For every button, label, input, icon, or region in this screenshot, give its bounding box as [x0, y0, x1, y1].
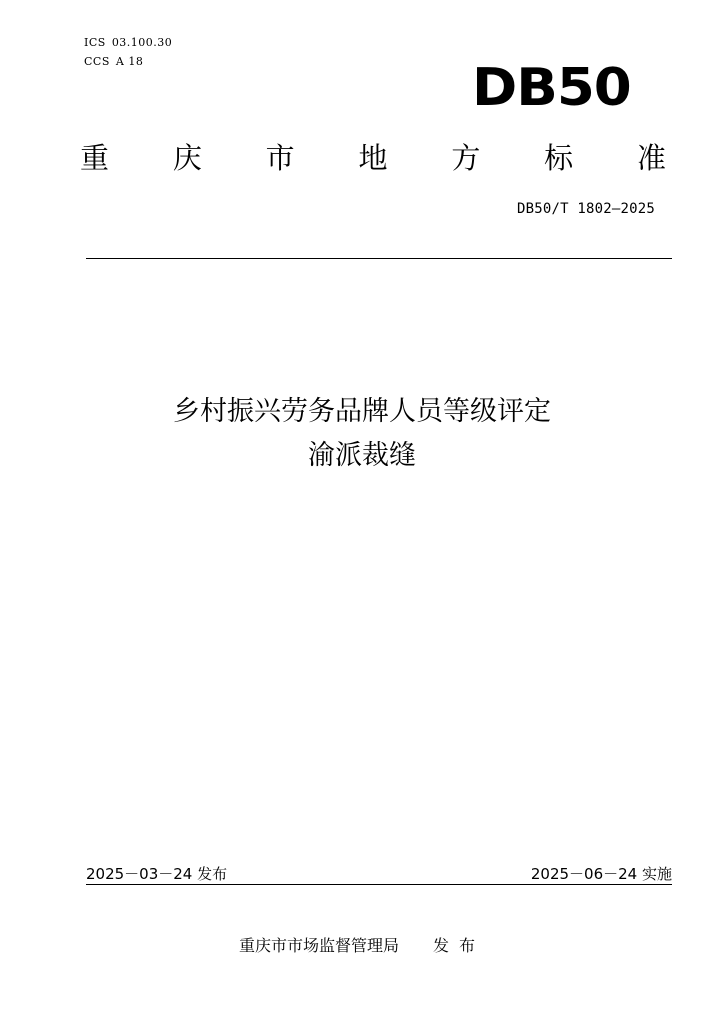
issuer-name: 重庆市市场监督管理局	[238, 936, 399, 955]
ics-classification	[84, 36, 172, 49]
standard-type-char: 重	[80, 141, 110, 175]
ccs-classification	[84, 55, 143, 68]
standard-type-char: 地	[358, 141, 388, 175]
issuer-line	[0, 935, 724, 957]
standard-type-char: 准	[636, 141, 666, 175]
standard-type-title	[80, 140, 666, 176]
bottom-divider	[86, 884, 672, 885]
ccs-code: A 18	[115, 55, 144, 68]
ccs-label: CCS	[84, 55, 110, 68]
ics-label: ICS	[84, 36, 106, 49]
document-title: 乡村振兴劳务品牌人员等级评定	[173, 396, 551, 427]
issue-action: 发布	[433, 936, 486, 955]
standard-type-char: 市	[265, 141, 295, 175]
standard-number: DB50/T 1802—2025	[516, 201, 655, 217]
standard-type-char: 标	[544, 141, 574, 175]
publish-date: 2025－03－24 发布	[86, 865, 228, 883]
implement-date: 2025－06－24 实施	[530, 865, 672, 883]
standard-type-char: 方	[451, 141, 481, 175]
standard-type-char: 庆	[172, 141, 202, 175]
top-divider	[86, 258, 672, 259]
document-subtitle: 渝派裁缝	[308, 440, 416, 471]
db50-logo: DB50	[472, 58, 631, 118]
ics-code: 03.100.30	[111, 36, 173, 49]
